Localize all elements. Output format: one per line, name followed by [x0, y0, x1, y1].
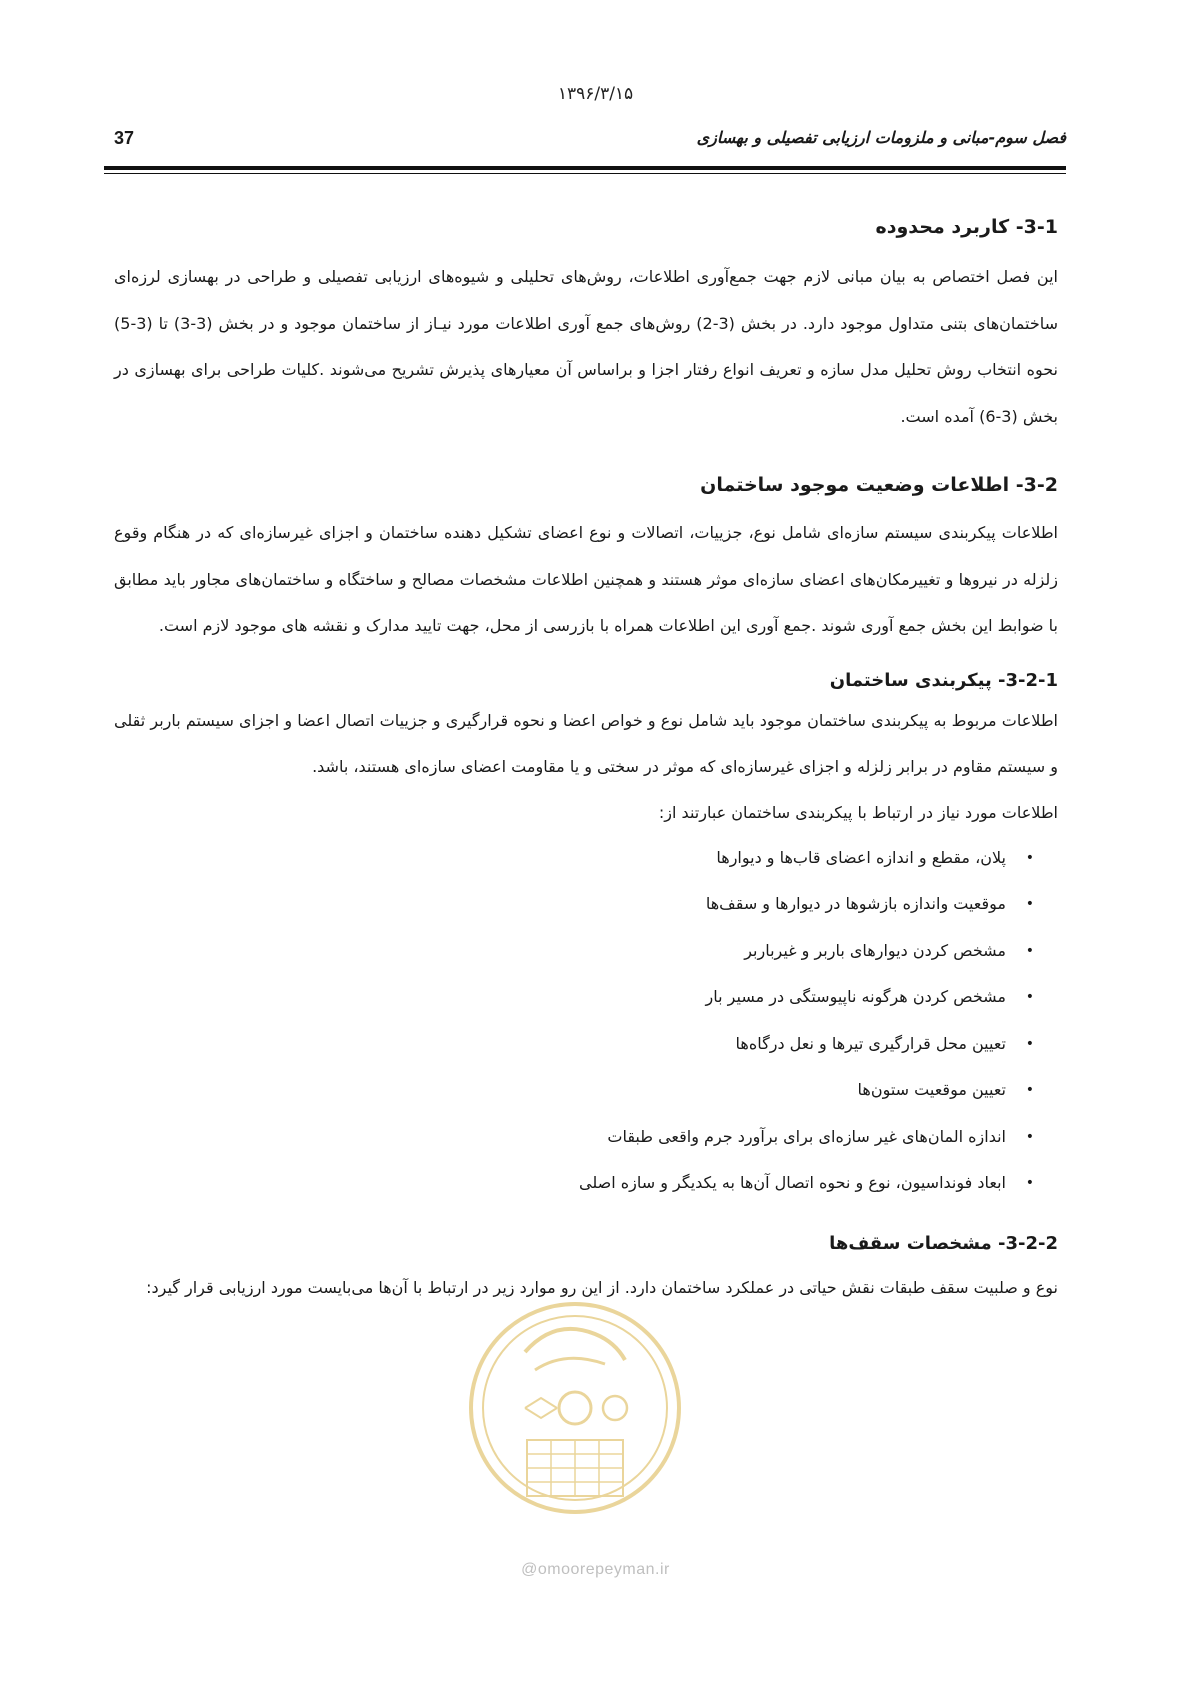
date-stamp: ۱۳۹۶/۳/۱۵ [557, 84, 634, 104]
bullet-icon: • [1025, 896, 1034, 912]
section-heading-3-2: 3-2- اطلاعات وضعیت موجود ساختمان [700, 474, 1058, 496]
bullet-icon: • [1025, 1035, 1034, 1052]
list-item: • تعیین موقعیت ستون‌ها [114, 1067, 1034, 1114]
header-rule-thin [104, 173, 1066, 174]
section-paragraph-3-2-2: نوع و صلبیت سقف طبقات نقش حیاتی در عملکرد ساختمان دارد. از این رو موارد زیر در ارتباط با آن‌ها می‌بایست مورد ارزیابی قرار گیرد: [146, 1277, 1058, 1297]
list-intro: اطلاعات مورد نیاز در ارتباط با پیکربندی ساختمان عبارتند از: [658, 802, 1058, 822]
bullet-icon: • [1025, 942, 1034, 959]
list-item: • مشخص کردن هرگونه ناپیوستگی در مسیر بار [114, 974, 1034, 1021]
bullet-icon: • [1025, 1082, 1034, 1098]
bullet-icon: • [1025, 989, 1034, 1005]
section-paragraph-3-1: این فصل اختصاص به بیان مبانی لازم جهت جمع‌آوری اطلاعات، روش‌های تحلیلی و شیوه‌های ارزیابی تفصیلی و طراحی در بهسازی لرزه‌ای ساختمان‌های بتنی متداول موجود دارد. در بخش (3-2) روش‌های جمع آوری اطلاعات مورد نیـاز از ساختمان موجود و در بخش (3-3) تا (3-5) نحوه انتخاب روش تحلیل مدل سازه و تعریف انواع رفتار اجزا و براساس آن معیارهای پذیرش تشریح می‌شوند .کلیات طراحی برای بهسازی در بخش (3-6) آمده است. [114, 267, 1059, 426]
chapter-title: فصل سوم-مبانی و ملزومات ارزیابی تفصیلی و بهسازی [696, 128, 1066, 147]
section-paragraph-3-2-1: اطلاعات مربوط به پیکربندی ساختمان موجود باید شامل نوع و خواص اعضا و نحوه قرارگیری و جزییات اتصال اعضا و اجزای سیستم باربر ثقلی و سیستم مقاوم در برابر زلزله و اجزای غیرسازه‌ای که موثر در سختی و یا مقاومت اعضای سازه‌ای هستند، باشد. [114, 710, 1058, 776]
page-content [114, 212, 1058, 1311]
page-number: 37 [114, 128, 135, 148]
list-item: • ابعاد فونداسیون، نوع و نحوه اتصال آن‌ها به یکدیگر و سازه اصلی [114, 1160, 1034, 1207]
section-heading-3-1: 3-1- کاربرد محدوده [875, 216, 1058, 238]
bullet-icon: • [1025, 1128, 1034, 1145]
bullet-icon: • [1025, 849, 1034, 866]
header-rule-thick [104, 166, 1066, 170]
seal-watermark-icon [465, 1290, 685, 1540]
list-item: • تعیین محل قرارگیری تیرها و نعل درگاه‌ها [114, 1021, 1034, 1068]
list-item: • مشخص کردن دیوارهای باربر و غیرباربر [114, 928, 1034, 975]
list-item: • پلان، مقطع و اندازه اعضای قاب‌ها و دیوارها [114, 835, 1034, 882]
bullet-icon: • [1025, 1175, 1034, 1191]
configuration-list [114, 835, 1058, 1207]
section-paragraph-3-2: اطلاعات پیکربندی سیستم سازه‌ای شامل نوع، جزییات، اتصالات و نوع اعضای تشکیل دهنده ساختمان و اجزای غیرسازه‌ای که در هنگام وقوع زلزله در نیروها و تغییرمکان‌های اعضای سازه‌ای موثر هستند و همچنین اطلاعات مشخصات مصالح و ساختگاه و ساختمان‌های مجاور باید مطابق با ضوابط این بخش جمع آوری شوند .جمع آوری این اطلاعات همراه با بازرسی از محل، جهت تایید مدارک و نقشه های موجود لازم است. [114, 523, 1058, 635]
watermark-url: @omoorepeyman.ir [521, 1561, 670, 1578]
list-item: • اندازه المان‌های غیر سازه‌ای برای برآورد جرم واقعی طبقات [114, 1114, 1034, 1161]
list-item: • موقعیت واندازه بازشوها در دیوارها و سقف‌ها [114, 881, 1034, 928]
section-heading-3-2-1: 3-2-1- پیکربندی ساختمان [829, 669, 1058, 691]
section-heading-3-2-2: 3-2-2- مشخصات سقف‌ها [829, 1232, 1058, 1254]
page-header [104, 126, 1066, 156]
